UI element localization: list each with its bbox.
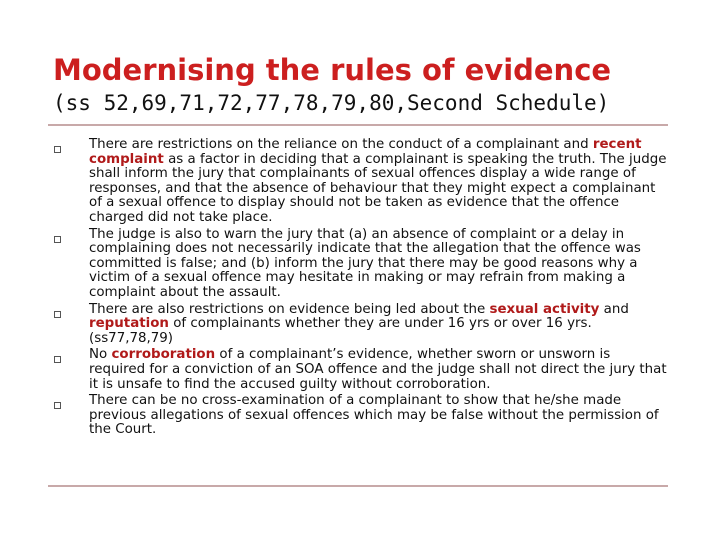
bullet-text: [89, 347, 667, 391]
bullet-list: [0, 138, 720, 440]
highlight-sexual-activity: sexual activity: [489, 301, 600, 317]
square-bullet-icon: [54, 146, 61, 153]
bullet-text: [89, 393, 659, 437]
bullet-item: [0, 138, 720, 226]
square-bullet-icon: [54, 236, 61, 243]
bullet-text: [89, 227, 641, 300]
bullet-text-segment: There are restrictions on the reliance on the conduct of a complainant and: [89, 137, 593, 152]
bullet-text-segment: No: [89, 347, 112, 363]
highlight-recent-complaint: recent complaint: [89, 137, 642, 167]
top-divider: [48, 124, 668, 126]
bullet-item: [0, 394, 720, 438]
bullet-item: [0, 303, 720, 347]
bullet-text-segment: as a factor in deciding that a complainant is speaking the truth. The judge shall inform the jury that complainants of sexual offences display a wide range of responses, and that the absence of behaviour that they might expect a complainant of a sexual offence to display should not be taken as evidence that the offence charged did not take place.: [89, 151, 667, 225]
bullet-item: [0, 228, 720, 301]
square-bullet-icon: [54, 402, 61, 409]
bullet-text: [89, 302, 629, 346]
highlight-corroboration: corroboration: [111, 347, 216, 363]
square-bullet-icon: [54, 311, 61, 318]
bottom-divider: [48, 485, 668, 487]
bullet-text-segment: There are also restrictions on evidence being led about the: [89, 301, 490, 317]
square-bullet-icon: [54, 356, 61, 363]
bullet-text-segment: of complainants whether they are under 16 yrs or over 16 yrs. (ss77,78,79): [89, 316, 592, 346]
slide-subtitle: (ss 52,69,71,72,77,78,79,80,Second Schedule): [53, 91, 610, 115]
slide-title: Modernising the rules of evidence: [53, 53, 612, 87]
bullet-text: [89, 137, 667, 225]
bullet-text-segment: There can be no cross-examination of a complainant to show that he/she made previous allegations of sexual offences which may be false without the permission of the Court.: [89, 393, 659, 438]
bullet-text-segment: of a complainant’s evidence, whether sworn or unsworn is required for a conviction of an SOA offence and the judge shall not direct the jury that it is unsafe to find the accused guilty without corroboration.: [89, 347, 667, 392]
bullet-text-segment: The judge is also to warn the jury that (a) an absence of complaint or a delay in complaining does not necessarily indicate that the allegation that the offence was committed is false; and (b) inform the jury that there may be good reasons why a victim of a sexual offence may hesitate in making or may refrain from making a complaint about the assault.: [89, 226, 641, 300]
highlight-reputation: reputation: [89, 316, 169, 332]
bullet-item: [0, 348, 720, 392]
bullet-text-segment: and: [599, 301, 629, 317]
